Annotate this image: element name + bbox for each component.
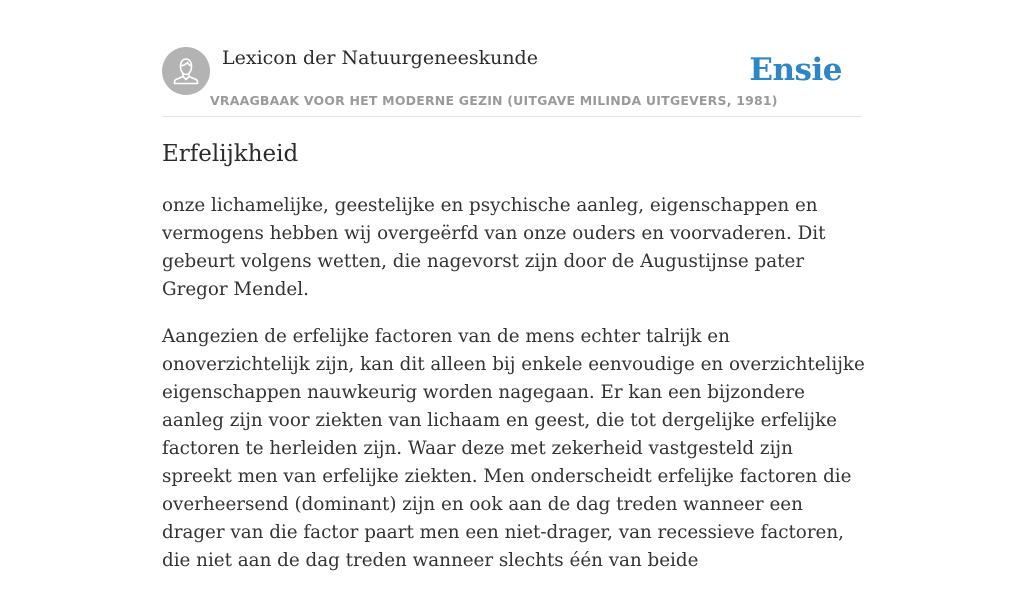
avatar[interactable]: [162, 47, 210, 95]
book-subtitle: VRAAGBAAK VOOR HET MODERNE GEZIN (UITGAVE MILINDA UITGEVERS, 1981): [210, 93, 778, 108]
entry-paragraph: Aangezien de erfelijke factoren van de mens echter talrijk en onoverzichtelijk zijn, kan dit alleen bij enkele eenvoudige en overzichtelijke eigenschappen nauwkeurig worden nagegaan. Er kan een bijzondere aanleg zijn voor ziekten van lichaam en geest, die tot dergelijke erfelijke factoren te herleiden zijn. Waar deze met zekerheid vastgesteld zijn spreekt men van erfelijke ziekten. Men onderscheidt erfelijke factoren die overheersend (dominant) zijn en ook aan de dag treden wanneer een drager van die factor paart men een niet-drager, van recessieve factoren, die niet aan de dag treden wanneer slechts één van beide: [162, 326, 865, 571]
user-icon: [162, 47, 210, 95]
entry-paragraph: onze lichamelijke, geestelijke en psychische aanleg, eigenschappen en vermogens hebben wij overgeërfd van onze ouders en voorvaderen. Dit gebeurt volgens wetten, die nagevorst zijn door de Augustijnse pater Gregor Mendel.: [162, 195, 826, 300]
ensie-logo[interactable]: Ensie: [749, 52, 842, 88]
entry-content: [162, 192, 866, 594]
book-header: [162, 46, 862, 117]
entry-title: Erfelijkheid: [162, 141, 299, 167]
book-title-link[interactable]: Lexicon der Natuurgeneeskunde: [222, 47, 538, 69]
